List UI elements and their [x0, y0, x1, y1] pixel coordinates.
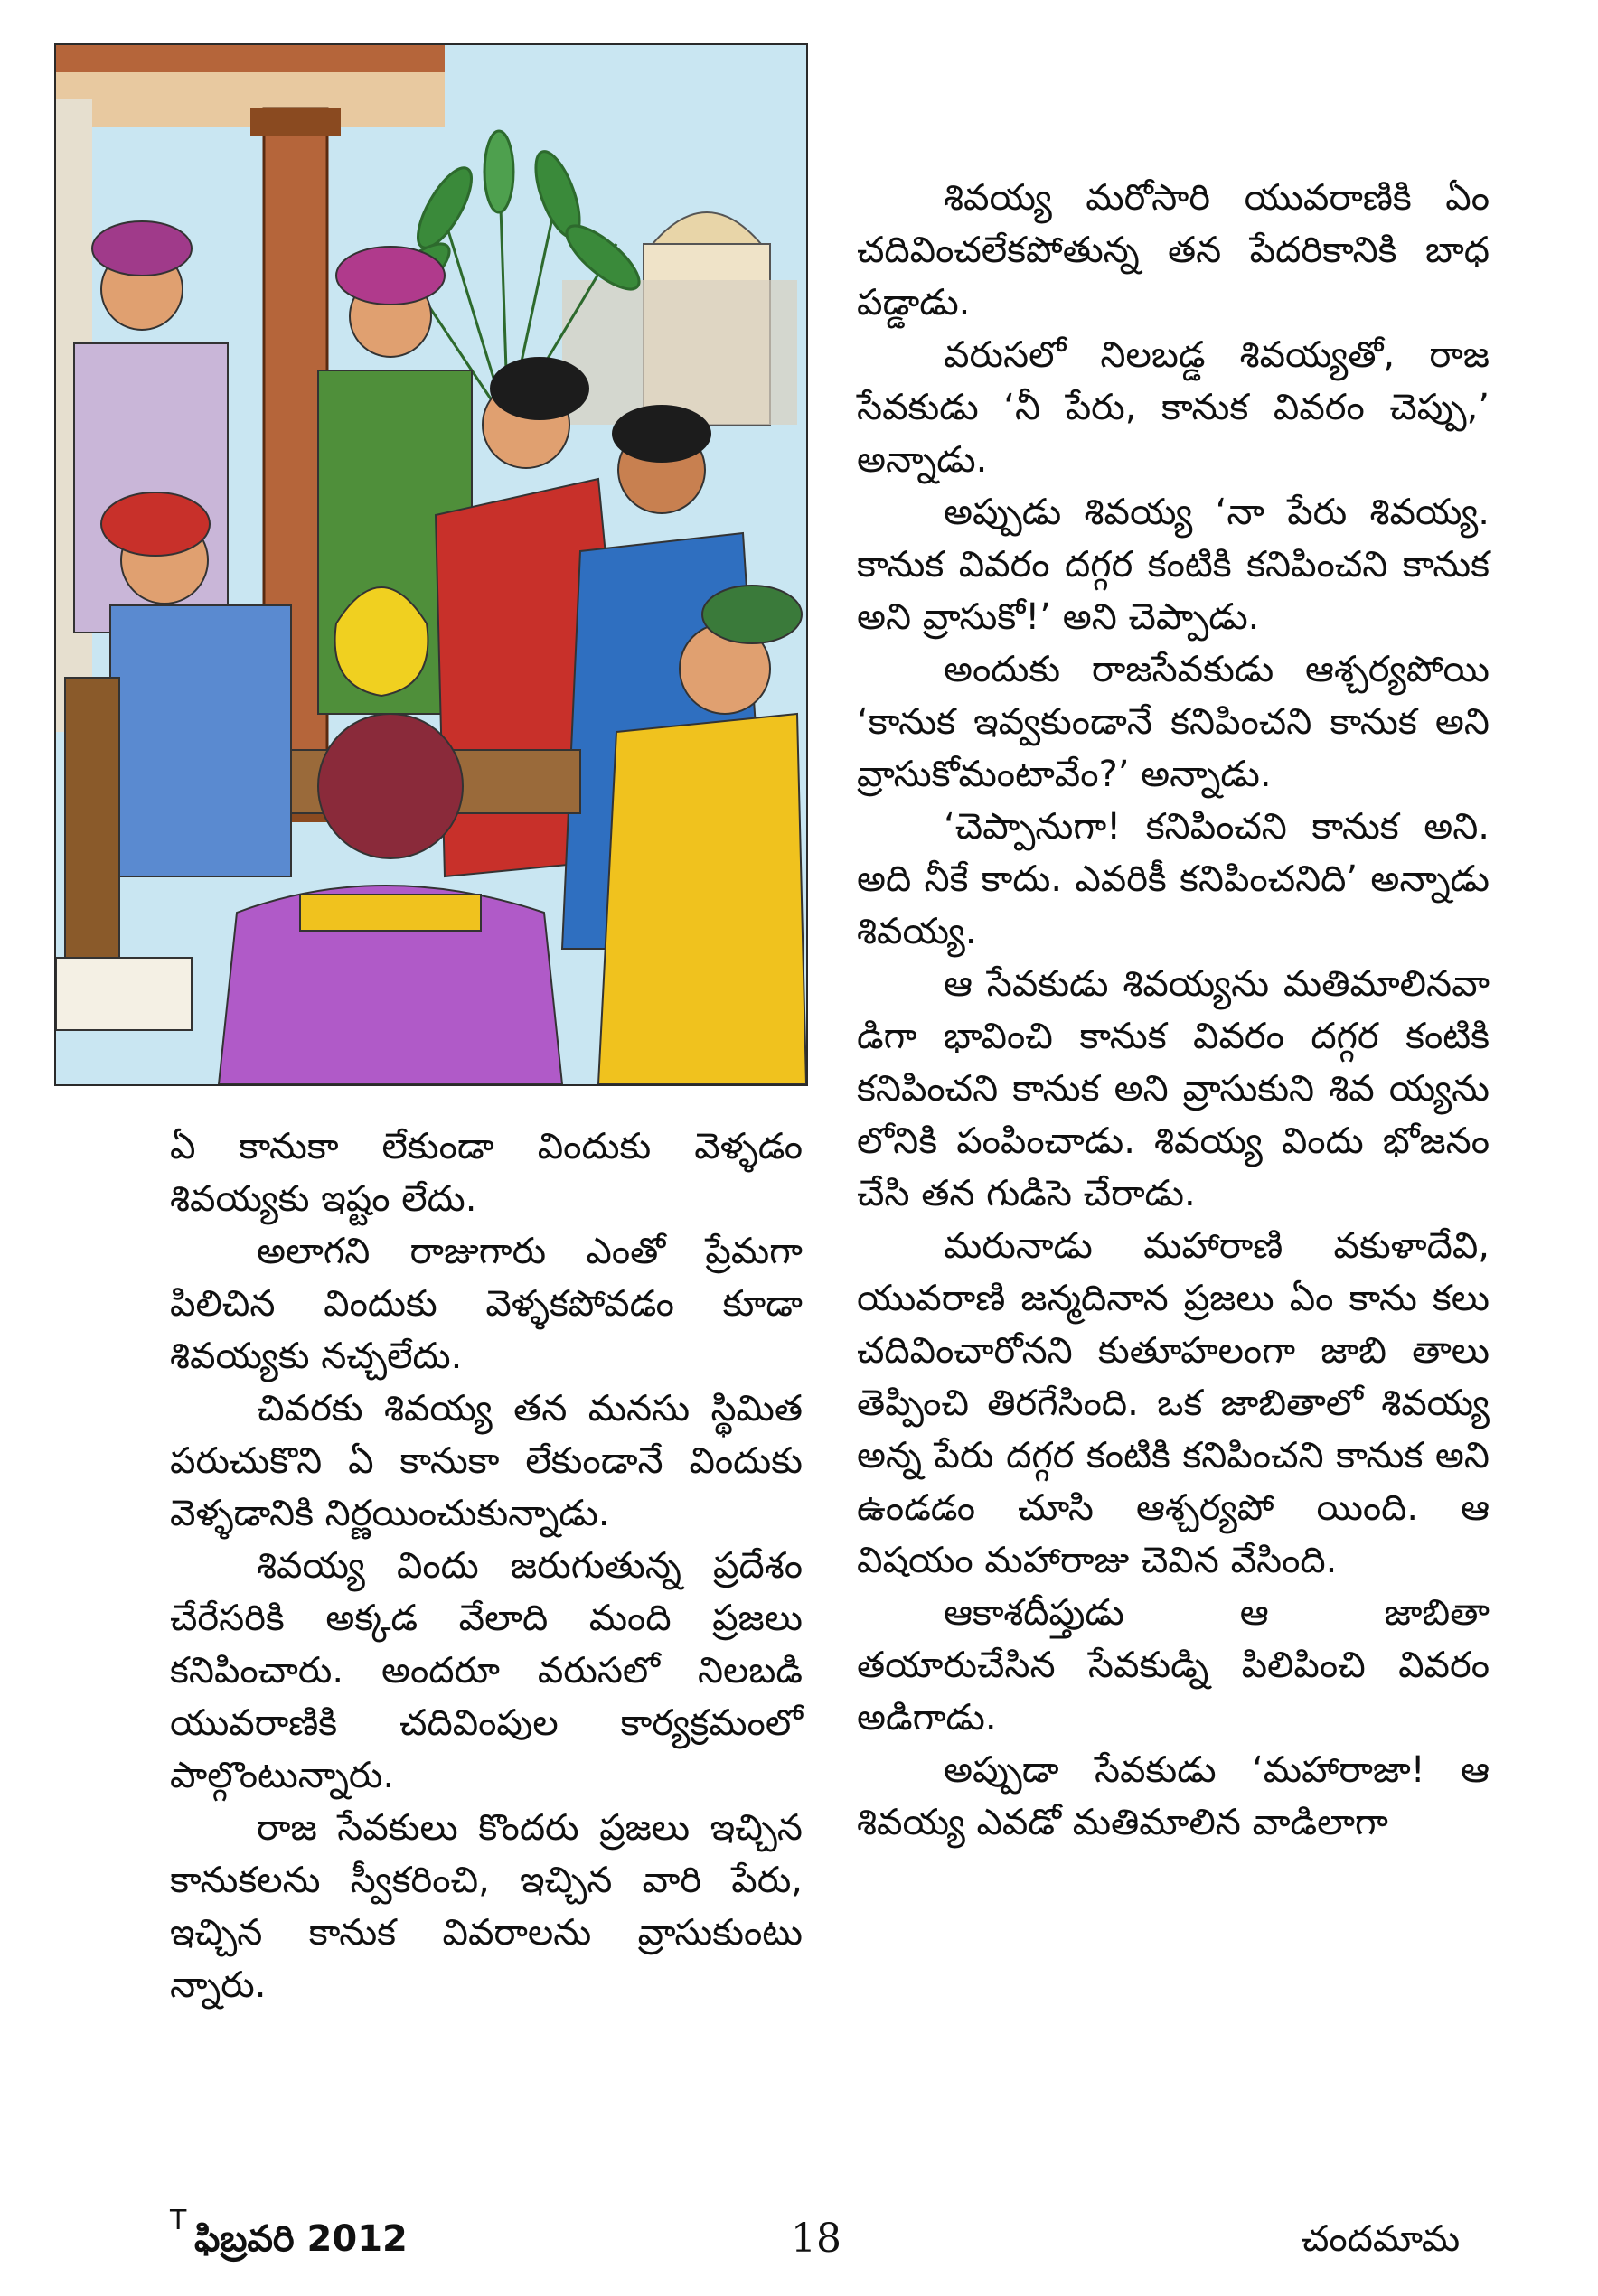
- paragraph: అప్పుడా సేవకుడు ‘మహారాజా! ఆ శివయ్య ఎవడో మతిమాలిన వాడిలాగా: [857, 1749, 1490, 1843]
- right-column: [857, 172, 1490, 1849]
- paragraph: శివయ్య విందు జరుగుతున్న ప్రదేశం చేరేసరికి అక్కడ వేలాది మంది ప్రజలు కనిపించారు. అందరూ వరుసలో నిలబడి యువరాణికి చదివింపుల కార్యక్రమంలో పాల్గొంటున్నారు.: [170, 1545, 803, 1796]
- paragraph: అప్పుడు శివయ్య ‘నా పేరు శివయ్య. కానుక వివరం దగ్గర కంటికి కనిపించని కానుక అని వ్రాసుకో!’ అని చెప్పాడు.: [857, 492, 1490, 638]
- paragraph: ఏ కానుకా లేకుండా విందుకు వెళ్ళడం శివయ్యకు ఇష్టం లేదు.: [170, 1126, 803, 1220]
- pillar-capital: [250, 108, 341, 136]
- footer-mark: T: [170, 2205, 187, 2236]
- story-illustration: [54, 43, 808, 1086]
- paragraph: వరుసలో నిలబడ్డ శివయ్యతో, రాజ సేవకుడు ‘నీ పేరు, కానుక వివరం చెప్పు,’ అన్నాడు.: [857, 334, 1490, 481]
- paragraph: రాజ సేవకులు కొందరు ప్రజలు ఇచ్చిన కానుకలను స్వీకరించి, ఇచ్చిన వారి పేరు, ఇచ్చిన కానుక వివరాలను వ్రాసుకుంటు న్నారు.: [170, 1807, 803, 2006]
- paragraph: ఆకాశదీప్తుడు ఆ జాబితా తయారుచేసిన సేవకుడ్ని పిలిపించి వివరం అడిగాడు.: [857, 1592, 1490, 1738]
- paragraph: శివయ్య మరోసారి యువరాణికి ఏం చదివించలేకపోతున్న తన పేదరికానికి బాధ పడ్డాడు.: [857, 177, 1490, 323]
- roof-edge: [56, 45, 445, 72]
- ledger-book: [56, 958, 192, 1030]
- court-gift-scene-illustration: [56, 45, 806, 1084]
- paragraph: మరునాడు మహారాణి వకుళాదేవి, యువరాణి జన్మదినాన ప్రజలు ఏం కాను కలు చదివించారోనని కుతూహలంగా జాబి తాలు తెప్పించి తిరగేసింది. ఒక జాబితాలో శివయ్య అన్న పేరు దగ్గర కంటికి కనిపించని కానుక అని ఉండడం చూసి ఆశ్చర్యపో యింది. ఆ విషయం మహారాజు చెవిన వేసింది.: [857, 1225, 1490, 1581]
- crowd-background: [562, 280, 797, 425]
- paragraph: అలాగని రాజుగారు ఎంతో ప్రేమగా పిలిచిన విందుకు వెళ్ళకపోవడం కూడా శివయ్యకు నచ్చలేదు.: [170, 1231, 803, 1377]
- issue-date: ఫిబ్రవరి 2012: [194, 2218, 408, 2260]
- magazine-name: చందమామ: [1302, 2218, 1461, 2260]
- paragraph: ‘చెప్పానుగా! కనిపించని కానుక అని. అది నీకే కాదు. ఎవరికీ కనిపించనిది’ అన్నాడు శివయ్య.: [857, 806, 1490, 952]
- paragraph: ఆ సేవకుడు శివయ్యను మతిమాలినవా డిగా భావించి కానుక వివరం దగ్గర కంటికి కనిపించని కానుక అని వ్రాసుకుని శివ య్యను లోనికి పంపించాడు. శివయ్య విందు భోజనం చేసి తన గుడిసె చేరాడు.: [857, 963, 1490, 1214]
- paragraph: అందుకు రాజసేవకుడు ఆశ్చర్యపోయి ‘కానుక ఇవ్వకుండానే కనిపించని కానుక అని వ్రాసుకోమంటావేం?’ అన్నాడు.: [857, 649, 1490, 795]
- left-column: [170, 1120, 803, 2011]
- page-number: 18: [791, 2216, 841, 2262]
- paragraph: చివరకు శివయ్య తన మనసు స్థిమిత పరుచుకొని ఏ కానుకా లేకుండానే విందుకు వెళ్ళడానికి నిర్ణయించుకున్నాడు.: [170, 1388, 803, 1534]
